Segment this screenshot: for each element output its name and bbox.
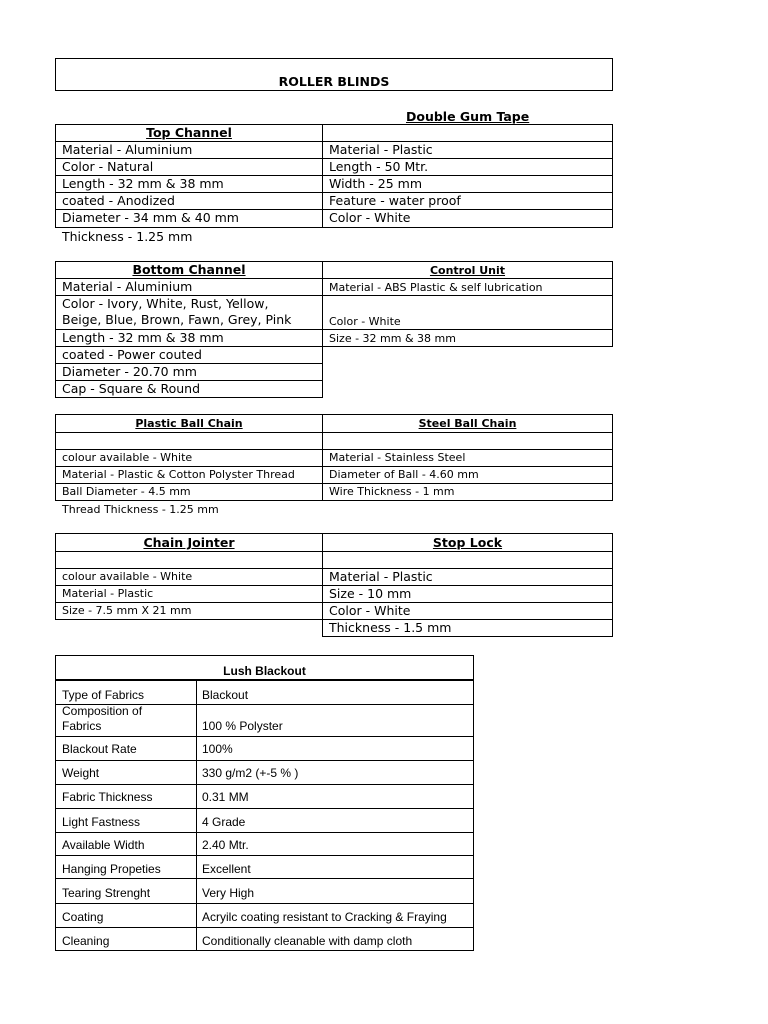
chain-jointer-row: colour available - White <box>62 570 193 583</box>
lush-value: Excellent <box>202 862 251 876</box>
double-gum-tape-row: Feature - water proof <box>329 193 461 208</box>
plastic-ball-chain-row: Material - Plastic & Cotton Polyster Thread <box>62 468 295 481</box>
chain-jointer-header: Chain Jointer <box>143 535 235 550</box>
top-channel-extra: Thickness - 1.25 mm <box>62 229 193 244</box>
stop-lock-row: Color - White <box>329 603 411 618</box>
plastic-ball-chain-header: Plastic Ball Chain <box>135 417 243 430</box>
control-unit-row: Size - 32 mm & 38 mm <box>329 332 456 345</box>
lush-label: Blackout Rate <box>62 742 137 756</box>
steel-ball-chain-row: Material - Stainless Steel <box>329 451 466 464</box>
bottom-channel-row: Cap - Square & Round <box>62 381 201 396</box>
top-channel-row: Material - Aluminium <box>62 142 193 157</box>
stop-lock-row: Thickness - 1.5 mm <box>329 620 452 635</box>
lush-value: 4 Grade <box>202 815 246 829</box>
lush-label: Type of Fabrics <box>62 688 145 702</box>
bottom-channel-row: Beige, Blue, Brown, Fawn, Grey, Pink <box>62 312 292 327</box>
lush-blackout-header: Lush Blackout <box>223 664 306 678</box>
top-channel-row: coated - Anodized <box>62 193 175 208</box>
top-channel-header: Top Channel <box>146 125 232 140</box>
lush-value: 2.40 Mtr. <box>202 838 249 852</box>
plastic-ball-chain-extra: Thread Thickness - 1.25 mm <box>62 503 219 516</box>
plastic-ball-chain-row: colour available - White <box>62 451 193 464</box>
lush-value: 0.31 MM <box>202 790 249 804</box>
lush-value: 100% <box>202 742 233 756</box>
lush-label: Cleaning <box>62 934 110 948</box>
double-gum-tape-header: Double Gum Tape <box>406 109 530 124</box>
lush-value: Blackout <box>202 688 249 702</box>
lush-value: 100 % Polyster <box>202 719 283 733</box>
lush-label: Light Fastness <box>62 815 141 829</box>
lush-label-line2: Fabrics <box>62 719 102 733</box>
lush-label: Available Width <box>62 838 145 852</box>
top-channel-row: Length - 32 mm & 38 mm <box>62 176 224 191</box>
lush-label: Tearing Strenght <box>62 886 151 900</box>
bottom-channel-row: Color - Ivory, White, Rust, Yellow, <box>62 296 269 311</box>
lush-value: 330 g/m2 (+-5 % ) <box>202 766 299 780</box>
top-channel-row: Diameter - 34 mm & 40 mm <box>62 210 239 225</box>
lush-label: Coating <box>62 910 104 924</box>
lush-label: Composition of <box>62 704 143 718</box>
double-gum-tape-row: Color - White <box>329 210 411 225</box>
lush-label: Fabric Thickness <box>62 790 153 804</box>
control-unit-row: Material - ABS Plastic & self lubrication <box>329 281 543 294</box>
chain-jointer-row: Size - 7.5 mm X 21 mm <box>62 604 192 617</box>
stop-lock-header: Stop Lock <box>432 535 503 550</box>
double-gum-tape-row: Width - 25 mm <box>329 176 423 191</box>
steel-ball-chain-header: Steel Ball Chain <box>418 417 517 430</box>
bottom-channel-row: Length - 32 mm & 38 mm <box>62 330 224 345</box>
page-title: ROLLER BLINDS <box>278 74 390 89</box>
steel-ball-chain-row: Diameter of Ball - 4.60 mm <box>329 468 479 481</box>
chain-jointer-row: Material - Plastic <box>62 587 154 600</box>
lush-value: Very High <box>202 886 255 900</box>
bottom-channel-row: Diameter - 20.70 mm <box>62 364 197 379</box>
lush-value: Conditionally cleanable with damp cloth <box>202 934 413 948</box>
lush-value: Acryilc coating resistant to Cracking & Fraying <box>202 910 447 924</box>
double-gum-tape-row: Length - 50 Mtr. <box>329 159 429 174</box>
control-unit-header: Control Unit <box>429 264 506 277</box>
stop-lock-row: Material - Plastic <box>329 569 433 584</box>
bottom-channel-row: coated - Power couted <box>62 347 202 362</box>
lush-label: Hanging Propeties <box>62 862 161 876</box>
plastic-ball-chain-row: Ball Diameter - 4.5 mm <box>62 485 191 498</box>
lush-label: Weight <box>62 766 100 780</box>
bottom-channel-row: Material - Aluminium <box>62 279 193 294</box>
bottom-channel-header: Bottom Channel <box>132 262 246 277</box>
top-channel-row: Color - Natural <box>62 159 154 174</box>
control-unit-row: Color - White <box>329 315 401 328</box>
steel-ball-chain-row: Wire Thickness - 1 mm <box>329 485 455 498</box>
double-gum-tape-row: Material - Plastic <box>329 142 433 157</box>
stop-lock-row: Size - 10 mm <box>329 586 412 601</box>
